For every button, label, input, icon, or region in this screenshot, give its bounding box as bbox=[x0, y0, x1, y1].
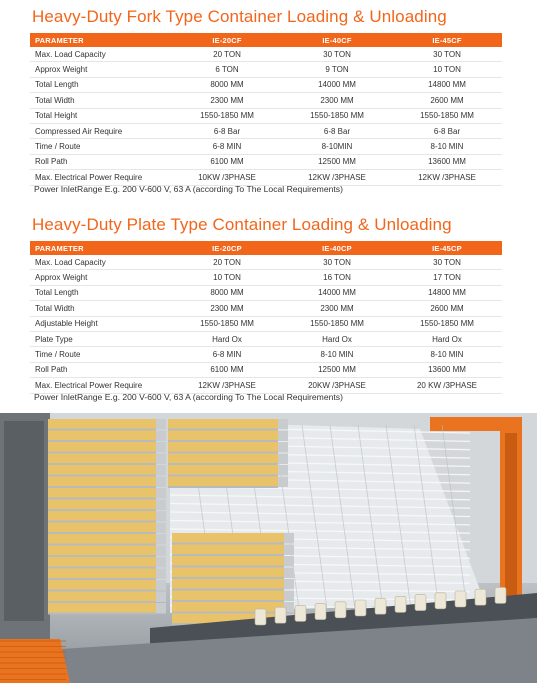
roller bbox=[335, 602, 346, 618]
parameter-cell: Roll Path bbox=[30, 362, 172, 377]
panel-skin bbox=[48, 452, 156, 454]
panel-core bbox=[48, 511, 156, 521]
parameter-cell: Time / Route bbox=[30, 347, 172, 362]
value-cell: 12KW /3PHASE bbox=[282, 170, 392, 185]
roller bbox=[375, 598, 386, 614]
table-row bbox=[30, 331, 502, 346]
panel-edge bbox=[156, 419, 166, 430]
header-cell: IE-40CP bbox=[282, 241, 392, 255]
parameter-cell: Time / Route bbox=[30, 139, 172, 154]
panel-skin bbox=[172, 543, 284, 545]
orange-floor-plate bbox=[0, 639, 70, 683]
value-cell: 1550-1850 MM bbox=[392, 108, 502, 123]
plate-spec-table bbox=[30, 241, 502, 394]
panel-skin bbox=[168, 440, 278, 442]
panel-edge bbox=[156, 603, 166, 614]
value-cell: 1550-1850 MM bbox=[392, 316, 502, 331]
table-row bbox=[30, 139, 502, 154]
roller bbox=[275, 607, 286, 623]
value-cell: 2600 MM bbox=[392, 301, 502, 316]
panel-edge bbox=[156, 557, 166, 568]
roller bbox=[395, 596, 406, 612]
value-cell: 1550-1850 MM bbox=[172, 108, 282, 123]
panel-skin bbox=[48, 613, 156, 615]
fork-table-body bbox=[30, 47, 502, 185]
roller bbox=[255, 609, 266, 625]
header-cell: IE-40CF bbox=[282, 33, 392, 47]
value-cell: 8-10MIN bbox=[282, 139, 392, 154]
panel-skin bbox=[48, 590, 156, 592]
panel-loading-illustration bbox=[0, 413, 537, 683]
table-row bbox=[30, 77, 502, 92]
panel-skin bbox=[48, 555, 156, 557]
panel-core bbox=[168, 431, 278, 441]
parameter-cell: Approx Weight bbox=[30, 62, 172, 77]
panel-core bbox=[172, 602, 284, 612]
panel-core bbox=[172, 556, 284, 566]
value-cell: 20 TON bbox=[172, 255, 282, 270]
value-cell: 9 TON bbox=[282, 62, 392, 77]
parameter-cell: Plate Type bbox=[30, 331, 172, 346]
panel-core bbox=[48, 546, 156, 556]
panel-core bbox=[172, 568, 284, 578]
panel-skin bbox=[168, 463, 278, 465]
table-row bbox=[30, 93, 502, 108]
roller bbox=[435, 593, 446, 609]
panel-core bbox=[48, 477, 156, 487]
fork-spec-table bbox=[30, 33, 502, 186]
value-cell: 12KW /3PHASE bbox=[392, 170, 502, 185]
panel-core bbox=[48, 431, 156, 441]
panel-edge bbox=[284, 556, 294, 567]
value-cell: 13600 MM bbox=[392, 154, 502, 169]
panel-edge bbox=[156, 477, 166, 488]
value-cell: 8-10 MIN bbox=[282, 347, 392, 362]
panel-edge bbox=[278, 454, 288, 465]
roller bbox=[475, 589, 486, 605]
value-cell: 14000 MM bbox=[282, 77, 392, 92]
panel-core bbox=[48, 442, 156, 452]
value-cell: 14000 MM bbox=[282, 285, 392, 300]
panel-edge bbox=[284, 579, 294, 590]
panel-core bbox=[48, 557, 156, 567]
panel-core bbox=[48, 592, 156, 602]
panel-skin bbox=[172, 589, 284, 591]
table-row bbox=[30, 285, 502, 300]
value-cell: 10KW /3PHASE bbox=[172, 170, 282, 185]
header-cell: PARAMETER bbox=[30, 33, 172, 47]
panel-skin bbox=[168, 429, 278, 431]
panel-skin bbox=[48, 601, 156, 603]
value-cell: 12500 MM bbox=[282, 154, 392, 169]
panel-edge bbox=[284, 591, 294, 602]
panel-edge bbox=[156, 580, 166, 591]
value-cell: 10 TON bbox=[392, 62, 502, 77]
panel-skin bbox=[172, 577, 284, 579]
fork-power-note: Power InletRange E.g. 200 V-600 V, 63 A (according To The Local Requirements) bbox=[34, 184, 343, 194]
left-machine-panel bbox=[4, 421, 44, 621]
panel-edge bbox=[156, 442, 166, 453]
panel-core bbox=[48, 523, 156, 533]
header-cell: IE-20CF bbox=[172, 33, 282, 47]
panel-skin bbox=[172, 600, 284, 602]
value-cell: 8-10 MIN bbox=[392, 139, 502, 154]
value-cell: 2600 MM bbox=[392, 93, 502, 108]
table-header-row bbox=[30, 33, 502, 47]
panel-edge bbox=[156, 454, 166, 465]
panel-core bbox=[48, 419, 156, 429]
panel-edge bbox=[278, 465, 288, 476]
orange-frame-beam bbox=[430, 417, 522, 431]
parameter-cell: Compressed Air Require bbox=[30, 123, 172, 138]
panel-edge bbox=[156, 592, 166, 603]
panel-skin bbox=[172, 554, 284, 556]
table-row bbox=[30, 316, 502, 331]
panel-skin bbox=[168, 452, 278, 454]
panel-skin bbox=[48, 440, 156, 442]
parameter-cell: Total Length bbox=[30, 285, 172, 300]
panel-edge bbox=[156, 431, 166, 442]
panel-skin bbox=[48, 486, 156, 488]
value-cell: 6100 MM bbox=[172, 154, 282, 169]
value-cell: 6-8 MIN bbox=[172, 347, 282, 362]
value-cell: 14800 MM bbox=[392, 285, 502, 300]
value-cell: 6-8 MIN bbox=[172, 139, 282, 154]
roller bbox=[295, 605, 306, 621]
value-cell: Hard Ox bbox=[172, 331, 282, 346]
panel-core bbox=[168, 454, 278, 464]
panel-core bbox=[48, 534, 156, 544]
parameter-cell: Total Length bbox=[30, 77, 172, 92]
value-cell: Hard Ox bbox=[282, 331, 392, 346]
plate-power-note: Power InletRange E.g. 200 V-600 V, 63 A (according To The Local Requirements) bbox=[34, 392, 343, 402]
plate-table-body bbox=[30, 255, 502, 393]
value-cell: 30 TON bbox=[282, 47, 392, 62]
panel-skin bbox=[168, 475, 278, 477]
value-cell: Hard Ox bbox=[392, 331, 502, 346]
value-cell: 6 TON bbox=[172, 62, 282, 77]
value-cell: 20KW /3PHASE bbox=[282, 378, 392, 393]
panel-edge bbox=[284, 568, 294, 579]
panel-skin bbox=[48, 567, 156, 569]
value-cell: 6100 MM bbox=[172, 362, 282, 377]
product-photo bbox=[0, 413, 537, 683]
value-cell: 2300 MM bbox=[172, 301, 282, 316]
value-cell: 14800 MM bbox=[392, 77, 502, 92]
panel-core bbox=[172, 545, 284, 555]
panel-core bbox=[48, 580, 156, 590]
panel-edge bbox=[156, 523, 166, 534]
parameter-cell: Max. Electrical Power Require bbox=[30, 378, 172, 393]
roller bbox=[415, 595, 426, 611]
panel-edge bbox=[284, 533, 294, 544]
panel-core bbox=[168, 477, 278, 487]
panel-skin bbox=[172, 566, 284, 568]
panel-core bbox=[168, 442, 278, 452]
panel-skin bbox=[48, 498, 156, 500]
roller bbox=[315, 604, 326, 620]
table-row bbox=[30, 270, 502, 285]
panel-skin bbox=[168, 486, 278, 488]
panel-core bbox=[172, 579, 284, 589]
fork-section-title: Heavy-Duty Fork Type Container Loading & Unloading bbox=[32, 7, 447, 26]
value-cell: 12500 MM bbox=[282, 362, 392, 377]
panel-core bbox=[48, 454, 156, 464]
parameter-cell: Roll Path bbox=[30, 154, 172, 169]
parameter-cell: Total Height bbox=[30, 108, 172, 123]
panel-skin bbox=[48, 509, 156, 511]
table-row bbox=[30, 378, 502, 393]
plate-section-title: Heavy-Duty Plate Type Container Loading & Unloading bbox=[32, 215, 452, 234]
table-row bbox=[30, 301, 502, 316]
roller bbox=[355, 600, 366, 616]
value-cell: 20 KW /3PHASE bbox=[392, 378, 502, 393]
value-cell: 30 TON bbox=[282, 255, 392, 270]
value-cell: 20 TON bbox=[172, 47, 282, 62]
value-cell: 10 TON bbox=[172, 270, 282, 285]
value-cell: 30 TON bbox=[392, 47, 502, 62]
value-cell: 6-8 Bar bbox=[172, 123, 282, 138]
panel-core bbox=[48, 603, 156, 613]
panel-core bbox=[48, 500, 156, 510]
table-row bbox=[30, 170, 502, 185]
header-cell: IE-45CF bbox=[392, 33, 502, 47]
panel-skin bbox=[48, 532, 156, 534]
table-row bbox=[30, 154, 502, 169]
table-header-row bbox=[30, 241, 502, 255]
panel-core bbox=[172, 533, 284, 543]
panel-skin bbox=[48, 521, 156, 523]
value-cell: 30 TON bbox=[392, 255, 502, 270]
table-row bbox=[30, 347, 502, 362]
table-row bbox=[30, 362, 502, 377]
value-cell: 2300 MM bbox=[172, 93, 282, 108]
roller bbox=[495, 587, 506, 603]
panel-edge bbox=[156, 500, 166, 511]
panel-stack-left bbox=[48, 419, 166, 615]
panel-skin bbox=[48, 475, 156, 477]
value-cell: 17 TON bbox=[392, 270, 502, 285]
panel-core bbox=[48, 488, 156, 498]
header-cell: IE-20CP bbox=[172, 241, 282, 255]
value-cell: 6-8 Bar bbox=[282, 123, 392, 138]
panel-core bbox=[48, 569, 156, 579]
panel-skin bbox=[48, 429, 156, 431]
panel-core bbox=[168, 419, 278, 429]
parameter-cell: Max. Load Capacity bbox=[30, 255, 172, 270]
panel-edge bbox=[284, 545, 294, 556]
panel-edge bbox=[278, 431, 288, 442]
parameter-cell: Approx Weight bbox=[30, 270, 172, 285]
value-cell: 16 TON bbox=[282, 270, 392, 285]
panel-skin bbox=[48, 544, 156, 546]
panel-edge bbox=[278, 477, 288, 488]
table-row bbox=[30, 108, 502, 123]
panel-core bbox=[172, 591, 284, 601]
header-cell: PARAMETER bbox=[30, 241, 172, 255]
value-cell: 8000 MM bbox=[172, 285, 282, 300]
value-cell: 13600 MM bbox=[392, 362, 502, 377]
panel-edge bbox=[156, 546, 166, 557]
panel-skin bbox=[172, 612, 284, 614]
value-cell: 8000 MM bbox=[172, 77, 282, 92]
parameter-cell: Max. Load Capacity bbox=[30, 47, 172, 62]
value-cell: 1550-1850 MM bbox=[282, 108, 392, 123]
panel-edge bbox=[156, 534, 166, 545]
panel-edge bbox=[156, 488, 166, 499]
value-cell: 1550-1850 MM bbox=[172, 316, 282, 331]
parameter-cell: Max. Electrical Power Require bbox=[30, 170, 172, 185]
table-row bbox=[30, 47, 502, 62]
value-cell: 6-8 Bar bbox=[392, 123, 502, 138]
parameter-cell: Total Width bbox=[30, 93, 172, 108]
value-cell: 2300 MM bbox=[282, 301, 392, 316]
panel-core bbox=[168, 465, 278, 475]
value-cell: 12KW /3PHASE bbox=[172, 378, 282, 393]
value-cell: 8-10 MIN bbox=[392, 347, 502, 362]
panel-skin bbox=[48, 578, 156, 580]
panel-edge bbox=[278, 442, 288, 453]
panel-edge bbox=[156, 569, 166, 580]
table-row bbox=[30, 255, 502, 270]
roller bbox=[455, 591, 466, 607]
header-cell: IE-45CP bbox=[392, 241, 502, 255]
value-cell: 1550-1850 MM bbox=[282, 316, 392, 331]
table-row bbox=[30, 62, 502, 77]
panel-core bbox=[48, 465, 156, 475]
panel-edge bbox=[156, 465, 166, 476]
value-cell: 2300 MM bbox=[282, 93, 392, 108]
parameter-cell: Adjustable Height bbox=[30, 316, 172, 331]
panel-edge bbox=[278, 419, 288, 430]
panel-edge bbox=[156, 511, 166, 522]
parameter-cell: Total Width bbox=[30, 301, 172, 316]
panel-skin bbox=[48, 463, 156, 465]
table-row bbox=[30, 123, 502, 138]
